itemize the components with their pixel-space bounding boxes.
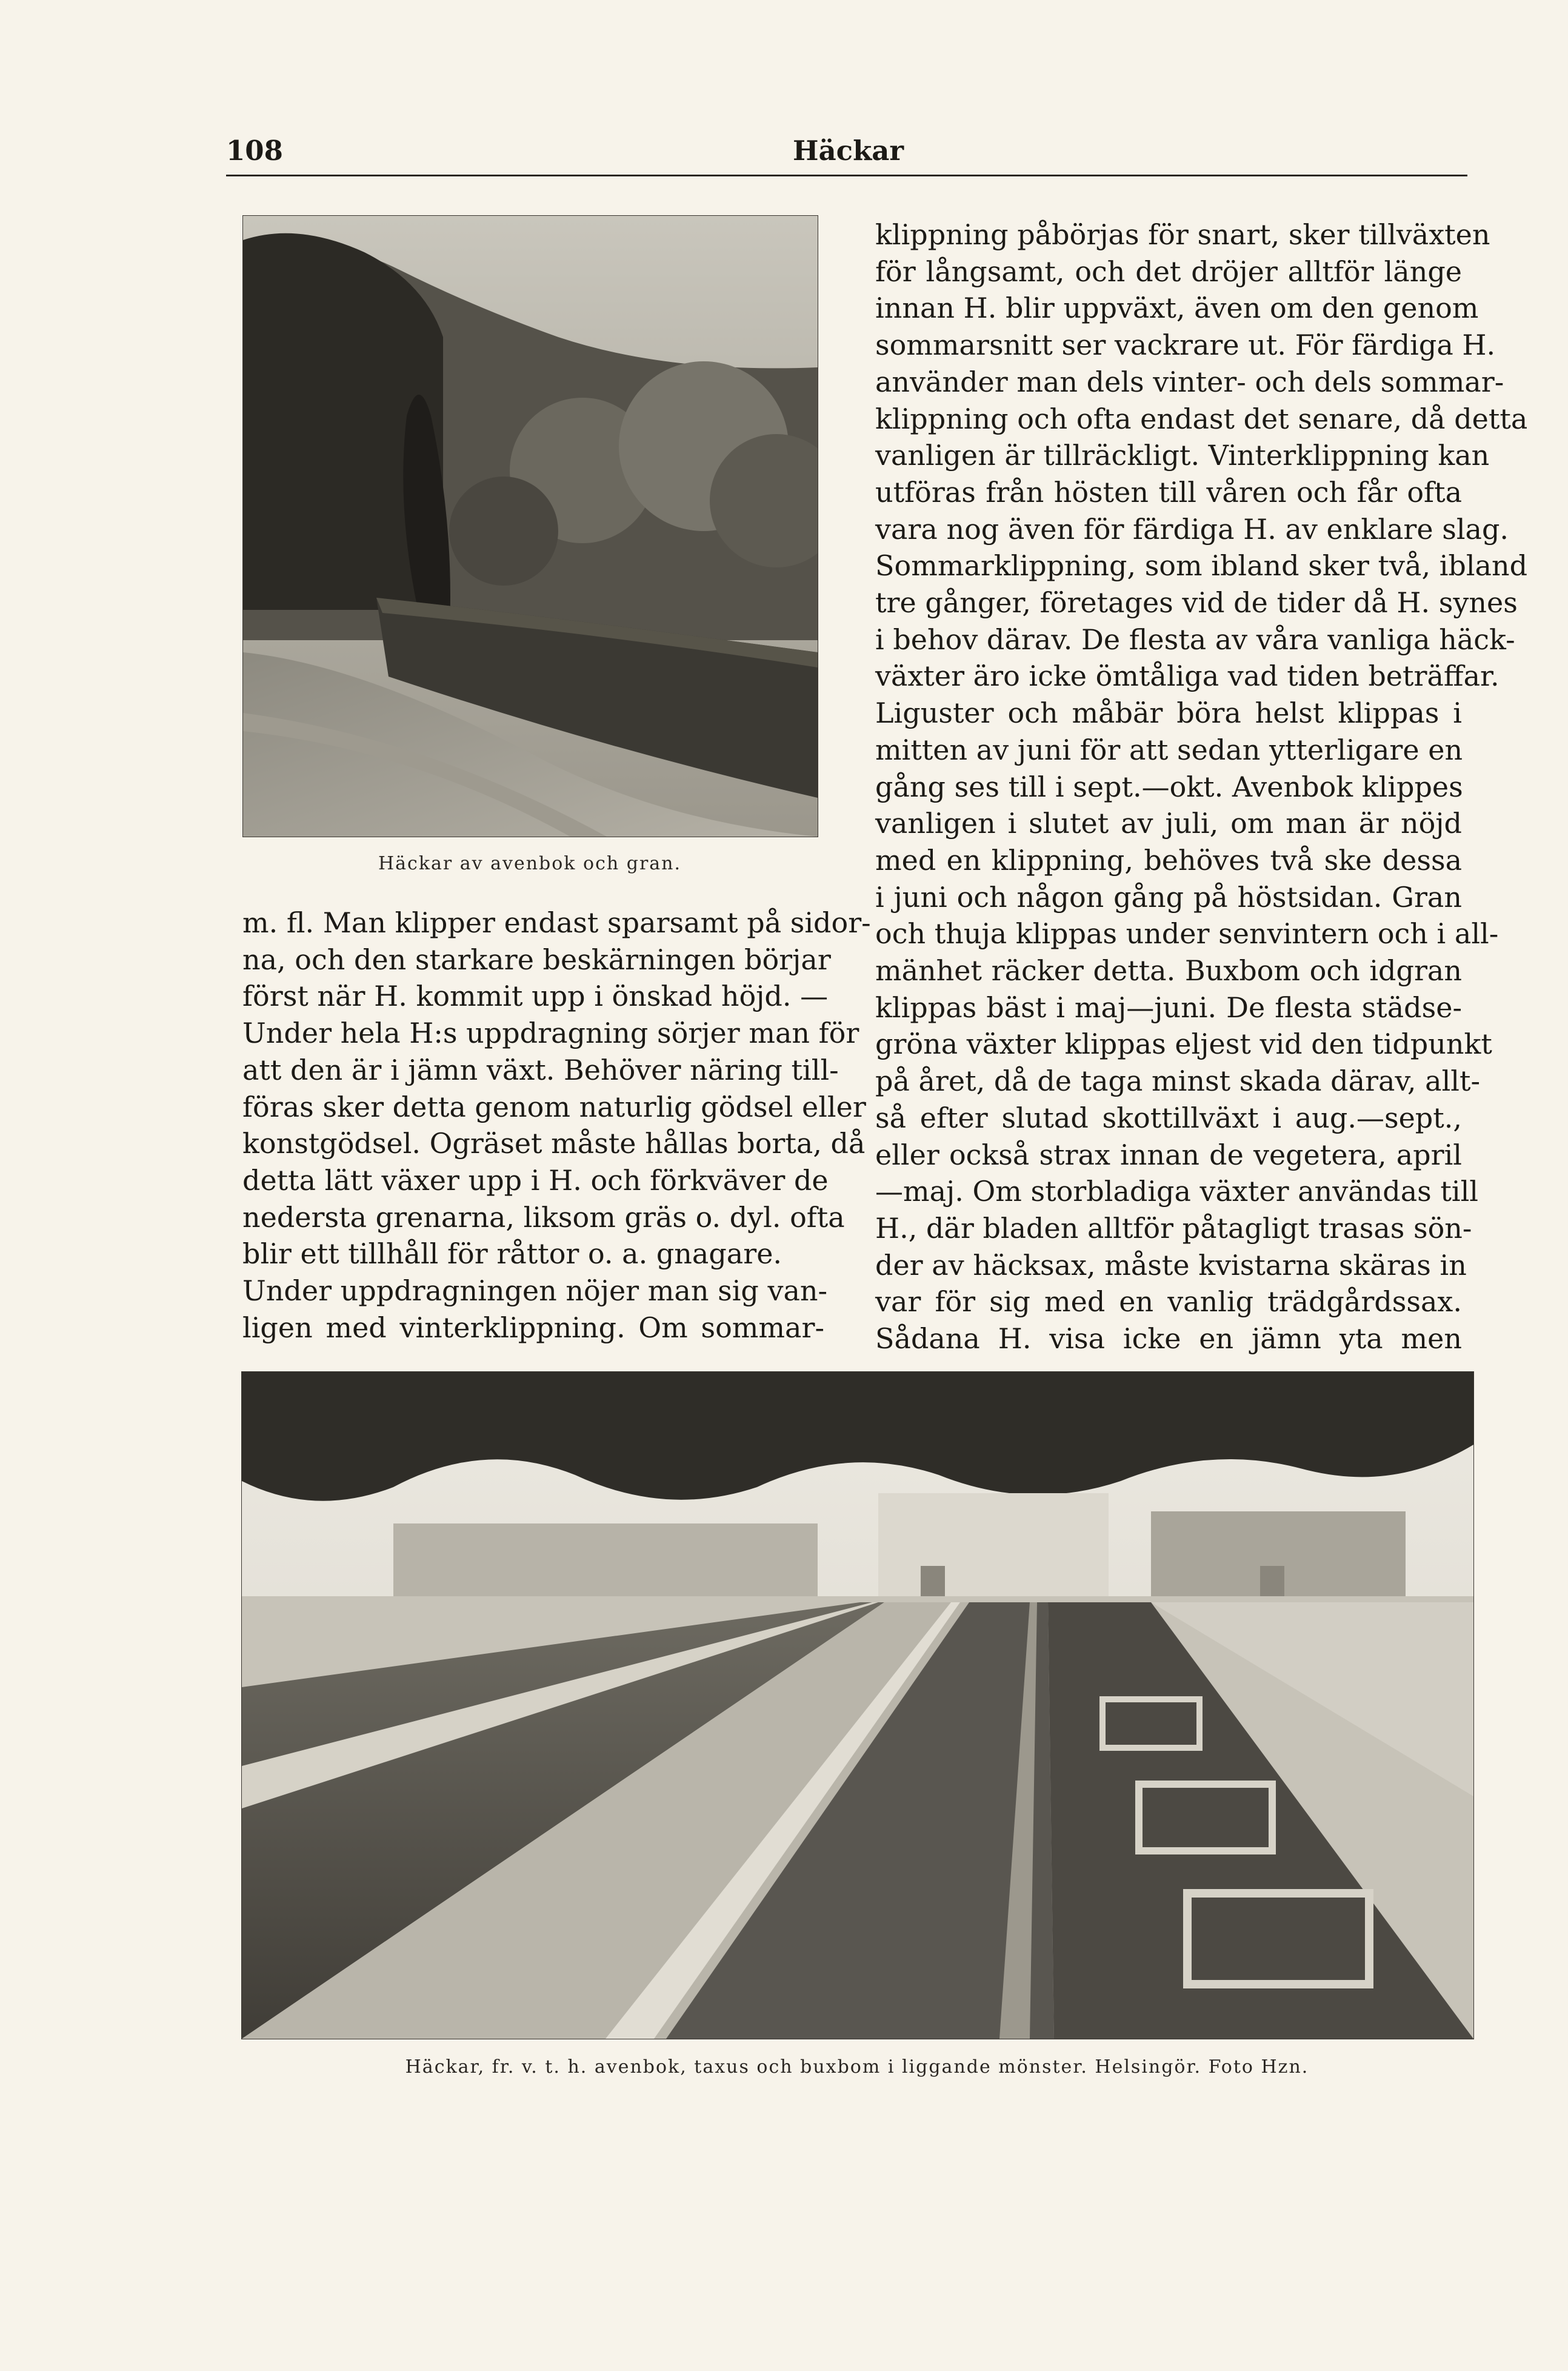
- text-line: tre gånger, företages vid de tider då H. synes: [875, 586, 1518, 620]
- parterre-garden-photo: [241, 1371, 1474, 2039]
- text-line: så efter slutad skottillväxt i aug.—sept.,: [875, 1101, 1462, 1134]
- text-line: eller också strax innan de vegetera, april: [875, 1138, 1462, 1171]
- text-line: vanligen är tillräckligt. Vinterklippning kan: [875, 439, 1490, 472]
- figure-caption: Häckar, fr. v. t. h. avenbok, taxus och buxbom i liggande mönster. Helsingör. Foto Hzn.: [405, 2056, 1309, 2078]
- text-line: vara nog även för färdiga H. av enklare slag.: [875, 512, 1509, 546]
- text-line: föras sker detta genom naturlig gödsel eller: [242, 1090, 866, 1123]
- text-line: klippas bäst i maj—juni. De flesta städse-: [875, 991, 1462, 1024]
- text-line: med en klippning, behöves två ske dessa: [875, 843, 1462, 877]
- right-text-column: [875, 216, 1528, 1357]
- figure-caption: Häckar av avenbok och gran.: [378, 853, 682, 874]
- text-line: Under uppdragningen nöjer man sig van-: [242, 1274, 828, 1308]
- text-line: detta lätt växer upp i H. och förkväver de: [242, 1163, 829, 1197]
- text-line: i juni och någon gång på höstsidan. Gran: [875, 880, 1462, 914]
- text-line: blir ett tillhåll för råttor o. a. gnagare.: [242, 1237, 782, 1271]
- text-line: växter äro icke ömtåliga vad tiden beträffar.: [875, 660, 1500, 693]
- text-line: konstgödsel. Ogräset måste hållas borta, då: [242, 1127, 866, 1160]
- hedge-path-photo: [242, 215, 818, 837]
- text-line: mitten av juni för att sedan ytterligare en: [875, 733, 1463, 766]
- text-line: använder man dels vinter- och dels sommar-: [875, 365, 1504, 398]
- text-line: ligen med vinterklippning. Om sommar-: [242, 1311, 824, 1344]
- left-text-column: [242, 905, 871, 1346]
- text-line: utföras från hösten till våren och får ofta: [875, 475, 1462, 509]
- text-line: Liguster och måbär böra helst klippas i: [875, 697, 1462, 730]
- page-number: 108: [226, 135, 283, 167]
- text-line: Sådana H. visa icke en jämn yta men: [875, 1322, 1462, 1356]
- text-line: Sommarklippning, som ibland sker två, ibland: [875, 549, 1528, 583]
- text-line: mänhet räcker detta. Buxbom och idgran: [875, 954, 1462, 988]
- text-line: var för sig med en vanlig trädgårdssax.: [875, 1285, 1462, 1319]
- text-line: för långsamt, och det dröjer alltför länge: [875, 255, 1462, 288]
- text-line: att den är i jämn växt. Behöver näring till-: [242, 1053, 839, 1086]
- text-line: först när H. kommit upp i önskad höjd. —: [242, 980, 829, 1013]
- text-line: —maj. Om storbladiga växter användas till: [875, 1175, 1478, 1208]
- text-line: na, och den starkare beskärningen börjar: [242, 943, 831, 976]
- text-line: innan H. blir uppväxt, även om den genom: [875, 292, 1479, 325]
- text-line: der av häcksax, måste kvistarna skäras in: [875, 1248, 1467, 1282]
- running-title: Häckar: [793, 135, 904, 167]
- photo-parterre-garden-icon: [242, 1372, 1473, 2039]
- text-line: vanligen i slutet av juli, om man är nöjd: [875, 807, 1462, 840]
- text-line: gång ses till i sept.—okt. Avenbok klippes: [875, 770, 1463, 803]
- header-rule: [226, 175, 1467, 176]
- text-line: klippning och ofta endast det senare, då detta: [875, 402, 1528, 435]
- text-line: och thuja klippas under senvintern och i all-: [875, 917, 1499, 951]
- text-line: m. fl. Man klipper endast sparsamt på sidor-: [242, 906, 871, 939]
- text-line: sommarsnitt ser vackrare ut. För färdiga H.: [875, 329, 1496, 362]
- text-line: klippning påbörjas för snart, sker tillväxten: [875, 218, 1490, 251]
- photo-hedge-path-icon: [243, 216, 818, 837]
- text-line: Under hela H:s uppdragning sörjer man för: [242, 1017, 859, 1050]
- text-line: gröna växter klippas eljest vid den tidpunkt: [875, 1028, 1492, 1061]
- text-line: H., där bladen alltför påtagligt trasas sön-: [875, 1211, 1472, 1245]
- text-line: i behov därav. De flesta av våra vanliga häck-: [875, 623, 1515, 656]
- text-line: nedersta grenarna, liksom gräs o. dyl. ofta: [242, 1200, 845, 1234]
- text-line: på året, då de taga minst skada därav, allt-: [875, 1065, 1481, 1098]
